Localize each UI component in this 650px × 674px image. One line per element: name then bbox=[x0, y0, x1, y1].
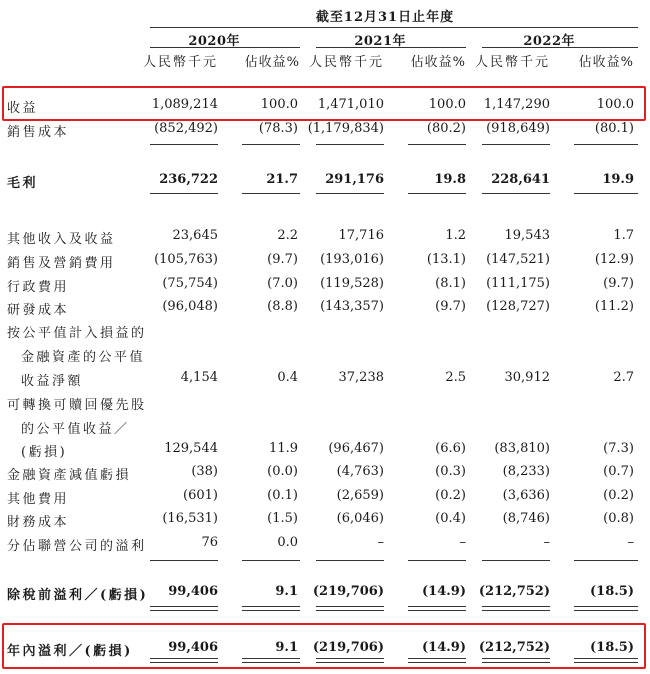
rule-pbt-dbl-2022a bbox=[482, 606, 550, 611]
row-rd-costs-value: (9.7) bbox=[435, 299, 466, 314]
row-fv-gains-financial-assets-value: 2.7 bbox=[613, 370, 634, 385]
row-admin-expenses-value: (8.1) bbox=[435, 276, 466, 291]
unit-pct-2020: 佔收益% bbox=[244, 55, 300, 70]
unit-rmb-2022: 人民幣千元 bbox=[474, 55, 550, 70]
row-fv-gains-financial-assets-value: 30,912 bbox=[504, 370, 550, 385]
row-finance-costs-value: (0.8) bbox=[603, 511, 634, 526]
row-other-expenses-label: 其他費用 bbox=[7, 492, 70, 507]
row-fv-preferred-shares-label-line: 可轉換可贖回優先股 bbox=[7, 398, 147, 413]
row-admin-expenses-value: (7.0) bbox=[267, 276, 298, 291]
row-cost-of-sales-label: 銷售成本 bbox=[7, 125, 70, 140]
row-selling-expenses-value: (9.7) bbox=[267, 252, 298, 267]
row-other-expenses-value: (0.2) bbox=[435, 488, 466, 503]
row-impairment-losses-value: (0.0) bbox=[267, 464, 298, 479]
row-fv-preferred-shares-label-line: 的公平值收益／ bbox=[21, 422, 130, 437]
row-profit-before-tax-value: (18.5) bbox=[590, 584, 634, 599]
row-revenue-value: 1,471,010 bbox=[317, 97, 384, 112]
row-selling-expenses-value: (147,521) bbox=[486, 252, 550, 267]
row-finance-costs-label: 財務成本 bbox=[7, 515, 70, 530]
row-profit-for-year-value: (219,706) bbox=[312, 640, 384, 655]
rule-cogs-2021b bbox=[408, 144, 466, 145]
row-cost-of-sales-value: (1,179,834) bbox=[307, 121, 384, 136]
row-fv-preferred-shares-value: (96,467) bbox=[328, 441, 384, 456]
rule-gp-2021a bbox=[316, 193, 384, 194]
row-gross-profit-value: 236,722 bbox=[159, 172, 218, 187]
year-rule-2022 bbox=[482, 47, 638, 48]
row-profit-for-year-label: 年內溢利／(虧損) bbox=[7, 644, 133, 659]
row-share-of-associates-value: 0.0 bbox=[277, 535, 298, 550]
row-finance-costs-value: (1.5) bbox=[267, 511, 298, 526]
net-profit-highlight-box bbox=[2, 623, 646, 669]
row-fv-gains-financial-assets-label-line: 按公平值計入損益的 bbox=[7, 326, 147, 341]
row-other-expenses-value: (2,659) bbox=[336, 488, 384, 503]
row-impairment-losses-value: (4,763) bbox=[336, 464, 384, 479]
row-profit-before-tax-value: 9.1 bbox=[275, 584, 298, 599]
row-profit-before-tax-value: (219,706) bbox=[312, 584, 384, 599]
rule-gp-2020a bbox=[150, 193, 218, 194]
row-fv-gains-financial-assets-value: 4,154 bbox=[180, 370, 218, 385]
row-share-of-associates-value: – bbox=[459, 535, 466, 550]
row-profit-before-tax-value: (14.9) bbox=[422, 584, 466, 599]
row-profit-for-year-value: (14.9) bbox=[422, 640, 466, 655]
row-impairment-losses-value: (38) bbox=[191, 464, 218, 479]
row-other-expenses-value: (3,636) bbox=[502, 488, 550, 503]
row-admin-expenses-label: 行政費用 bbox=[7, 280, 70, 295]
rule-gp-2022b bbox=[574, 193, 638, 194]
row-fv-preferred-shares-value: 11.9 bbox=[269, 441, 298, 456]
row-gross-profit-value: 19.8 bbox=[434, 172, 466, 187]
row-profit-for-year-value: 99,406 bbox=[168, 640, 218, 655]
row-other-income-label: 其他收入及收益 bbox=[7, 232, 116, 247]
rule-gp-2020b bbox=[242, 193, 300, 194]
row-gross-profit-value: 21.7 bbox=[266, 172, 298, 187]
rule-pbt-top-2022b bbox=[574, 560, 638, 561]
row-profit-before-tax-label: 除稅前溢利／(虧損) bbox=[7, 588, 149, 603]
row-gross-profit-label: 毛利 bbox=[7, 176, 39, 191]
revenue-highlight-box bbox=[2, 86, 646, 121]
row-profit-for-year-value: (18.5) bbox=[590, 640, 634, 655]
row-other-income-value: 1.2 bbox=[445, 228, 466, 243]
row-rd-costs-value: (143,357) bbox=[320, 299, 384, 314]
year-rule-2021 bbox=[316, 47, 466, 48]
rule-pbt-dbl-2020a bbox=[150, 606, 218, 611]
row-selling-expenses-value: (12.9) bbox=[594, 252, 634, 267]
row-impairment-losses-label: 金融資產減值虧損 bbox=[7, 468, 132, 483]
row-fv-preferred-shares-value: (83,810) bbox=[494, 441, 550, 456]
row-impairment-losses-value: (0.7) bbox=[603, 464, 634, 479]
unit-pct-2022: 佔收益% bbox=[578, 55, 634, 70]
unit-rmb-2020: 人民幣千元 bbox=[142, 55, 218, 70]
period-heading: 截至12月31日止年度 bbox=[315, 10, 455, 25]
row-share-of-associates-value: – bbox=[377, 535, 384, 550]
row-impairment-losses-value: (0.3) bbox=[435, 464, 466, 479]
row-cost-of-sales-value: (78.3) bbox=[258, 121, 298, 136]
row-impairment-losses-value: (8,233) bbox=[502, 464, 550, 479]
row-gross-profit-value: 19.9 bbox=[602, 172, 634, 187]
row-fv-gains-financial-assets-label-line: 金融資產的公平值 bbox=[21, 350, 146, 365]
row-fv-gains-financial-assets-label-line: 收益淨額 bbox=[21, 374, 84, 389]
row-rd-costs-value: (11.2) bbox=[594, 299, 634, 314]
row-admin-expenses-value: (75,754) bbox=[162, 276, 218, 291]
row-finance-costs-value: (16,531) bbox=[162, 511, 218, 526]
rule-gp-2021b bbox=[408, 193, 466, 194]
row-selling-expenses-value: (105,763) bbox=[154, 252, 218, 267]
rule-pbt-dbl-2020b bbox=[242, 606, 300, 611]
year-rule-2020 bbox=[150, 47, 300, 48]
rule-cogs-2022b bbox=[574, 144, 638, 145]
row-rd-costs-value: (128,727) bbox=[486, 299, 550, 314]
row-admin-expenses-value: (9.7) bbox=[603, 276, 634, 291]
row-selling-expenses-value: (13.1) bbox=[426, 252, 466, 267]
row-gross-profit-value: 291,176 bbox=[325, 172, 384, 187]
row-other-expenses-value: (0.1) bbox=[267, 488, 298, 503]
unit-rmb-2021: 人民幣千元 bbox=[308, 55, 384, 70]
row-other-expenses-value: (0.2) bbox=[603, 488, 634, 503]
rule-pbt-top-2021a bbox=[316, 560, 384, 561]
year-2022: 2022年 bbox=[523, 34, 575, 49]
row-fv-preferred-shares-label-line: (虧損) bbox=[21, 445, 68, 460]
rule-cogs-2021a bbox=[316, 144, 384, 145]
row-fv-gains-financial-assets-value: 2.5 bbox=[445, 370, 466, 385]
rule-pbt-dbl-2021b bbox=[408, 606, 466, 611]
rule-pbt-top-2020b bbox=[242, 560, 300, 561]
row-selling-expenses-value: (193,016) bbox=[320, 252, 384, 267]
unit-pct-2021: 佔收益% bbox=[410, 55, 466, 70]
row-cost-of-sales-value: (80.1) bbox=[594, 121, 634, 136]
row-finance-costs-value: (8,746) bbox=[502, 511, 550, 526]
row-rd-costs-label: 研發成本 bbox=[7, 303, 70, 318]
row-selling-expenses-label: 銷售及營銷費用 bbox=[7, 256, 116, 271]
row-share-of-associates-value: – bbox=[627, 535, 634, 550]
row-revenue-value: 1,147,290 bbox=[483, 97, 550, 112]
row-other-income-value: 17,716 bbox=[338, 228, 384, 243]
row-cost-of-sales-value: (80.2) bbox=[426, 121, 466, 136]
row-other-income-value: 1.7 bbox=[613, 228, 634, 243]
row-rd-costs-value: (8.8) bbox=[267, 299, 298, 314]
rule-gp-2022a bbox=[482, 193, 550, 194]
row-share-of-associates-value: – bbox=[543, 535, 550, 550]
row-profit-for-year-value: 9.1 bbox=[275, 640, 298, 655]
row-revenue-value: 1,089,214 bbox=[151, 97, 218, 112]
row-finance-costs-value: (6,046) bbox=[336, 511, 384, 526]
row-fv-preferred-shares-value: (7.3) bbox=[603, 441, 634, 456]
year-2020: 2020年 bbox=[188, 34, 240, 49]
row-revenue-label: 收益 bbox=[7, 101, 39, 116]
row-share-of-associates-label: 分佔聯營公司的溢利 bbox=[7, 539, 147, 554]
rule-pbt-top-2022a bbox=[482, 560, 550, 561]
row-fv-gains-financial-assets-value: 37,238 bbox=[338, 370, 384, 385]
row-other-income-value: 19,543 bbox=[504, 228, 550, 243]
row-revenue-value: 100.0 bbox=[428, 97, 466, 112]
row-fv-preferred-shares-value: 129,544 bbox=[164, 441, 218, 456]
row-rd-costs-value: (96,048) bbox=[162, 299, 218, 314]
rule-pbt-top-2020a bbox=[150, 560, 218, 561]
row-other-income-value: 23,645 bbox=[172, 228, 218, 243]
rule-cogs-2020a bbox=[150, 144, 218, 145]
year-2021: 2021年 bbox=[354, 34, 406, 49]
row-revenue-value: 100.0 bbox=[596, 97, 634, 112]
row-share-of-associates-value: 76 bbox=[201, 535, 218, 550]
rule-pbt-top-2021b bbox=[408, 560, 466, 561]
row-admin-expenses-value: (111,175) bbox=[486, 276, 550, 291]
row-cost-of-sales-value: (852,492) bbox=[154, 121, 218, 136]
rule-pbt-dbl-2022b bbox=[574, 606, 638, 611]
row-fv-preferred-shares-value: (6.6) bbox=[435, 441, 466, 456]
row-profit-for-year-value: (212,752) bbox=[478, 640, 550, 655]
row-gross-profit-value: 228,641 bbox=[491, 172, 550, 187]
row-finance-costs-value: (0.4) bbox=[435, 511, 466, 526]
row-profit-before-tax-value: 99,406 bbox=[168, 584, 218, 599]
row-other-income-value: 2.2 bbox=[277, 228, 298, 243]
row-other-expenses-value: (601) bbox=[183, 488, 218, 503]
row-admin-expenses-value: (119,528) bbox=[320, 276, 384, 291]
rule-pbt-dbl-2021a bbox=[316, 606, 384, 611]
rule-cogs-2020b bbox=[242, 144, 300, 145]
period-rule bbox=[150, 27, 638, 28]
row-profit-before-tax-value: (212,752) bbox=[478, 584, 550, 599]
row-cost-of-sales-value: (918,649) bbox=[486, 121, 550, 136]
row-fv-gains-financial-assets-value: 0.4 bbox=[277, 370, 298, 385]
row-revenue-value: 100.0 bbox=[260, 97, 298, 112]
rule-cogs-2022a bbox=[482, 144, 550, 145]
